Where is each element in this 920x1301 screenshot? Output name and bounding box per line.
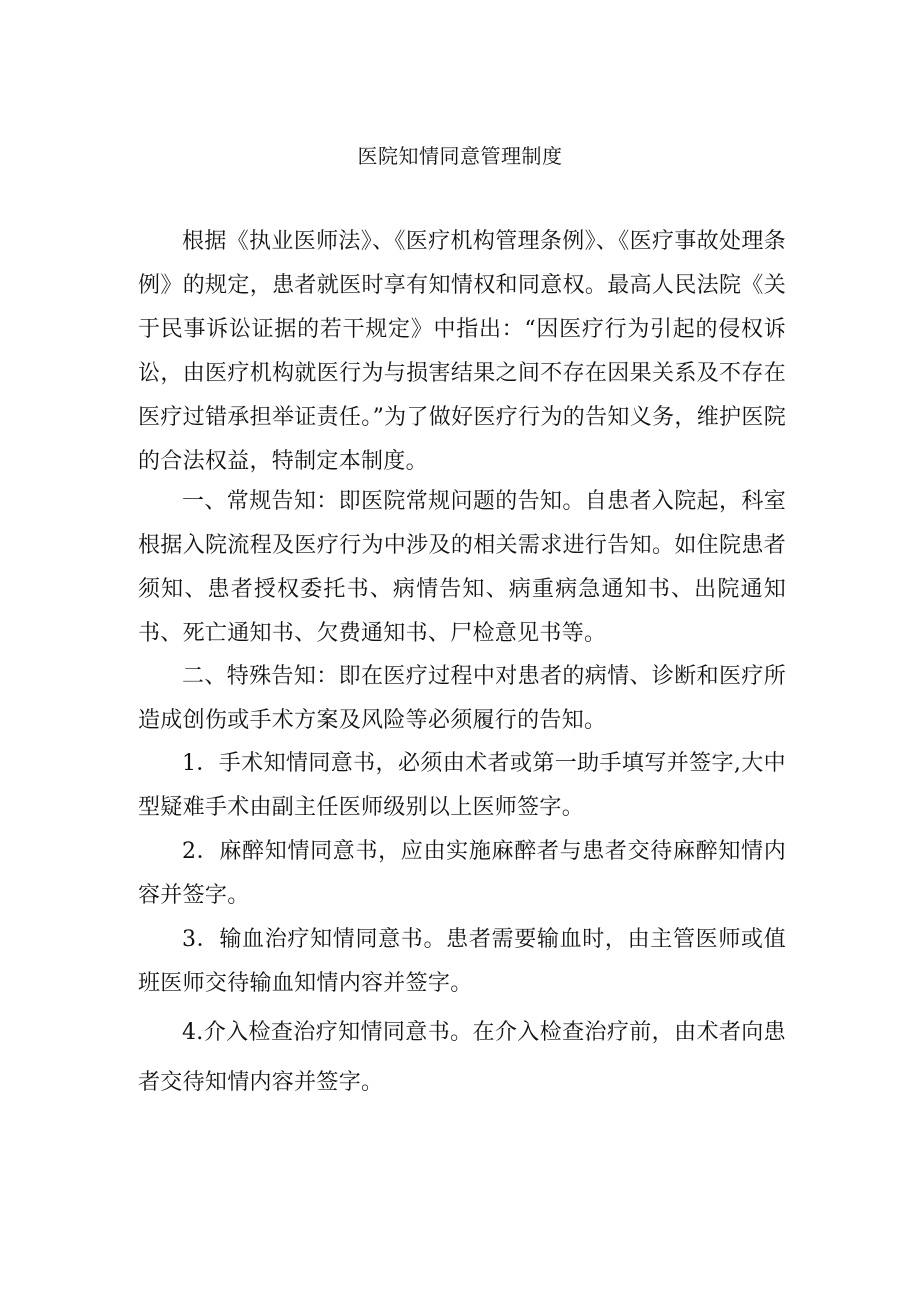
- paragraph-routine-notice: 一、常规告知：即医院常规问题的告知。自患者入院起，科室根据入院流程及医疗行为中涉及的相关需求进行告知。如住院患者须知、患者授权委托书、病情告知、病重病急通知书、出院通知书、死亡通知书、欠费通知书、尸检意见书等。: [138, 489, 786, 646]
- paragraph-intro: 根据《执业医师法》、《医疗机构管理条例》、《医疗事故处理条例》的规定，患者就医时享有知情权和同意权。最高人民法院《关于民事诉讼证据的若干规定》中指出：“因医疗行为引起的侵权诉讼，由医疗机构就医行为与损害结果之间不存在因果关系及不存在医疗过错承担举证责任。”为了做好医疗行为的告知义务，维护医院的合法权益，特制定本制度。: [138, 229, 786, 474]
- paragraph-item-transfusion: 3．输血治疗知情同意书。患者需要输血时，由主管医师或值班医师交待输血知情内容并签字。: [138, 927, 786, 996]
- paragraph-item-surgery: 1．手术知情同意书，必须由术者或第一助手填写并签字,大中型疑难手术由副主任医师级别以上医师签字。: [138, 751, 786, 820]
- paragraph-special-notice: 二、特殊告知：即在医疗过程中对患者的病情、诊断和医疗所造成创伤或手术方案及风险等必须履行的告知。: [138, 664, 786, 733]
- document-title: 医院知情同意管理制度: [357, 144, 563, 168]
- paragraph-item-interventional: 4.介入检查治疗知情同意书。在介入检查治疗前，由术者向患者交待知情内容并签字。: [138, 1020, 786, 1095]
- paragraph-item-anesthesia: 2．麻醉知情同意书，应由实施麻醉者与患者交待麻醉知情内容并签字。: [138, 839, 786, 908]
